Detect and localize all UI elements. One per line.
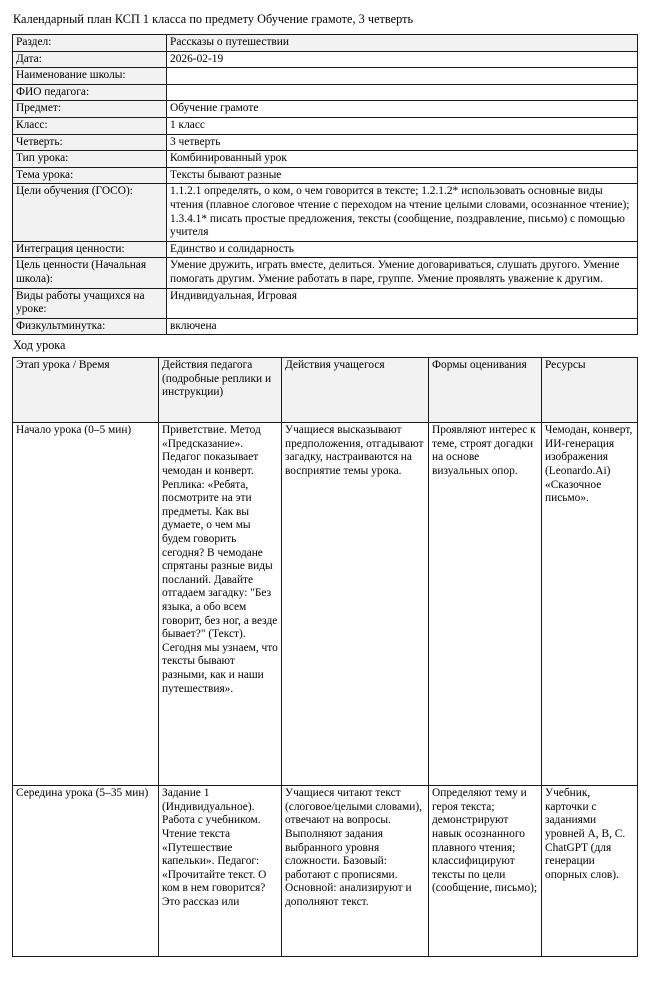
- column-header-student-actions: Действия учащегося: [282, 358, 429, 423]
- table-row: [13, 288, 638, 318]
- info-label: Раздел:: [13, 35, 167, 52]
- info-label: Виды работы учащихся на уроке:: [13, 288, 167, 318]
- lesson-flow-body: [13, 423, 638, 957]
- table-header-row: [13, 358, 638, 423]
- info-label: Цель ценности (Начальная школа):: [13, 258, 167, 288]
- table-row: [13, 258, 638, 288]
- info-value: Тексты бывают разные: [167, 167, 638, 184]
- lesson-info-body: [13, 35, 638, 335]
- info-value: 2026-02-19: [167, 51, 638, 68]
- table-row: [13, 84, 638, 101]
- info-value: Комбинированный урок: [167, 151, 638, 168]
- info-value: Умение дружить, играть вместе, делиться. Умение договариваться, слушать другого. Умение помогать другим. Умение работать в паре, группе. Умение проявлять уважение к другим.: [167, 258, 638, 288]
- table-row: [13, 51, 638, 68]
- info-label: Предмет:: [13, 101, 167, 118]
- table-row: [13, 241, 638, 258]
- info-label: Наименование школы:: [13, 68, 167, 85]
- table-row: [13, 318, 638, 335]
- info-label: Дата:: [13, 51, 167, 68]
- lesson-flow-table: [12, 357, 638, 957]
- info-label: Класс:: [13, 117, 167, 134]
- table-row: [13, 101, 638, 118]
- stage-cell: Середина урока (5–35 мин): [13, 786, 159, 957]
- table-row: [13, 786, 638, 957]
- table-row: [13, 134, 638, 151]
- lesson-flow-caption: Ход урока: [13, 338, 66, 353]
- info-value: 3 четверть: [167, 134, 638, 151]
- column-header-stage: Этап урока / Время: [13, 358, 159, 423]
- column-header-assessment-forms: Формы оценивания: [429, 358, 542, 423]
- teacher-actions-cell: Приветствие. Метод «Предсказание». Педагог показывает чемодан и конверт. Реплика: «Ребята, посмотрите на эти предметы. Как вы думаете, о чем мы будем говорить сегодня? В чемодане спрятаны разные виды посланий. Давайте отгадаем загадку: "Без языка, а обо всем говорит, без ног, а везде бывает?" (Текст). Сегодня мы узнаем, что тексты бывают разными, как и наши путешествия».: [159, 423, 282, 786]
- info-value: Индивидуальная, Игровая: [167, 288, 638, 318]
- info-value: Рассказы о путешествии: [167, 35, 638, 52]
- info-label: Тип урока:: [13, 151, 167, 168]
- info-value: Единство и солидарность: [167, 241, 638, 258]
- info-value: 1.1.2.1 определять, о ком, о чем говорится в тексте; 1.2.1.2* использовать основные виды чтения (плавное слоговое чтение с переходом на чтение целыми словами, осознанное чтение); 1.3.4.1* писать простые предложения, тексты (сообщение, поздравление, письмо) с помощью учителя: [167, 184, 638, 241]
- info-label: Цели обучения (ГОСО):: [13, 184, 167, 241]
- resources-cell: Учебник, карточки с заданиями уровней A, B, C. ChatGPT (для генерации опорных слов).: [542, 786, 638, 957]
- student-actions-cell: Учащиеся высказывают предположения, отгадывают загадку, настраиваются на восприятие темы урока.: [282, 423, 429, 786]
- info-label: Физкультминутка:: [13, 318, 167, 335]
- assessment-cell: Проявляют интерес к теме, строят догадки на основе визуальных опор.: [429, 423, 542, 786]
- info-label: Интеграция ценности:: [13, 241, 167, 258]
- info-label: ФИО педагога:: [13, 84, 167, 101]
- info-value: [167, 84, 638, 101]
- info-value: [167, 68, 638, 85]
- info-label: Тема урока:: [13, 167, 167, 184]
- student-actions-cell: Учащиеся читают текст (слоговое/целыми словами), отвечают на вопросы. Выполняют задания выбранного уровня сложности. Базовый: работают с прописями. Основной: анализируют и дополняют текст.: [282, 786, 429, 957]
- table-row: [13, 423, 638, 786]
- table-row: [13, 35, 638, 52]
- resources-cell: Чемодан, конверт, ИИ-генерация изображения (Leonardo.Ai) «Сказочное письмо».: [542, 423, 638, 786]
- table-row: [13, 117, 638, 134]
- assessment-cell: Определяют тему и героя текста; демонстрируют навык осознанного плавного чтения; классифицируют тексты по цели (сообщение, письмо);: [429, 786, 542, 957]
- stage-cell: Начало урока (0–5 мин): [13, 423, 159, 786]
- lesson-flow-header: [13, 358, 638, 423]
- info-value: включена: [167, 318, 638, 335]
- table-row: [13, 167, 638, 184]
- table-row: [13, 68, 638, 85]
- info-label: Четверть:: [13, 134, 167, 151]
- info-value: Обучение грамоте: [167, 101, 638, 118]
- column-header-resources: Ресурсы: [542, 358, 638, 423]
- table-row: [13, 151, 638, 168]
- teacher-actions-cell: Задание 1 (Индивидуальное). Работа с учебником. Чтение текста «Путешествие капельки». Педагог: «Прочитайте текст. О ком в нем говорится? Это рассказ или: [159, 786, 282, 957]
- info-value: 1 класс: [167, 117, 638, 134]
- lesson-info-table: [12, 34, 638, 335]
- page-title: Календарный план КСП 1 класса по предмету Обучение грамоте, 3 четверть: [13, 12, 414, 26]
- column-header-teacher-actions: Действия педагога (подробные реплики и инструкции): [159, 358, 282, 423]
- table-row: [13, 184, 638, 241]
